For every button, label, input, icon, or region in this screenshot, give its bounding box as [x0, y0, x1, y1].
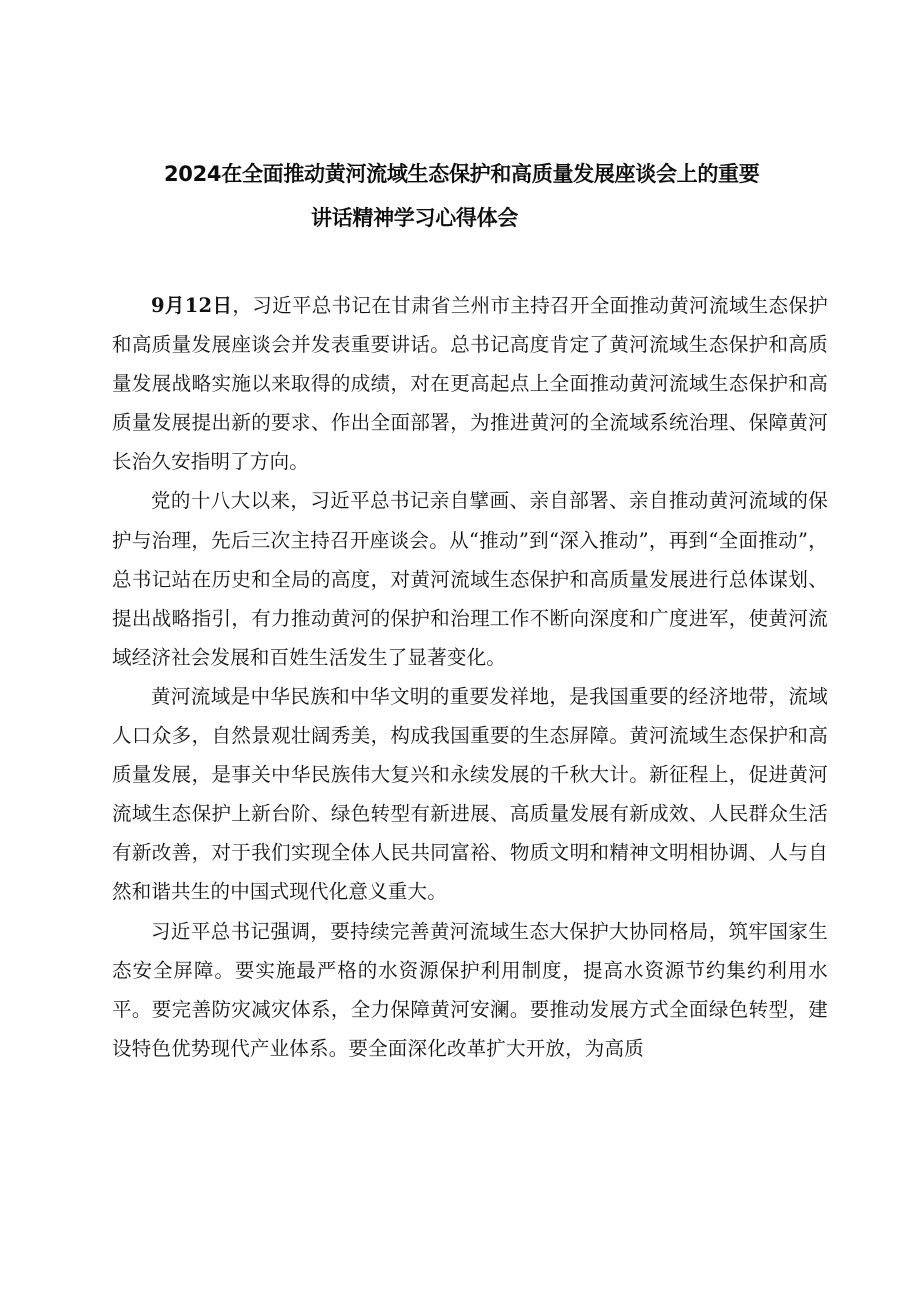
document-body	[112, 286, 828, 1068]
paragraph-2: 党的十八大以来，习近平总书记亲自擘画、亲自部署、亲自推动黄河流域的保护与治理，先后三次主持召开座谈会。从“推动”到“深入推动”，再到“全面推动”，总书记站在历史和全局的高度，对黄河流域生态保护和高质量发展进行总体谋划、提出战略指引，有力推动黄河的保护和治理工作不断向深度和广度进军，使黄河流域经济社会发展和百姓生活发生了显著变化。	[112, 489, 828, 669]
paragraph-4: 习近平总书记强调，要持续完善黄河流域生态大保护大协同格局，筑牢国家生态安全屏障。要实施最严格的水资源保护利用制度，提高水资源节约集约利用水平。要完善防灾减灾体系，全力保障黄河安澜。要推动发展方式全面绿色转型，建设特色优势现代产业体系。要全面深化改革扩大开放，为高质	[112, 919, 828, 1060]
paragraph-1-text: ，习近平总书记在甘肃省兰州市主持召开全面推动黄河流域生态保护和高质量发展座谈会并发表重要讲话。总书记高度肯定了黄河流域生态保护和高质量发展战略实施以来取得的成绩，对在更高起点上全面推动黄河流域生态保护和高质量发展提出新的要求、作出全面部署，为推进黄河的全流域系统治理、保障黄河长治久安指明了方向。	[112, 294, 828, 474]
title-line-2: 讲话精神学习心得体会	[311, 206, 518, 230]
title-line-1: 2024在全面推动黄河流域生态保护和高质量发展座谈会上的重要	[164, 162, 760, 186]
document-title	[150, 152, 850, 240]
paragraph-1-date: 9月12日	[151, 294, 233, 317]
paragraph-3: 黄河流域是中华民族和中华文明的重要发祥地，是我国重要的经济地带，流域人口众多，自然景观壮阔秀美，构成我国重要的生态屏障。黄河流域生态保护和高质量发展，是事关中华民族伟大复兴和永续发展的千秋大计。新征程上，促进黄河流域生态保护上新台阶、绿色转型有新进展、高质量发展有新成效、人民群众生活有新改善，对于我们实现全体人民共同富裕、物质文明和精神文明相协调、人与自然和谐共生的中国式现代化意义重大。	[112, 684, 828, 904]
paragraph-1	[112, 286, 828, 481]
